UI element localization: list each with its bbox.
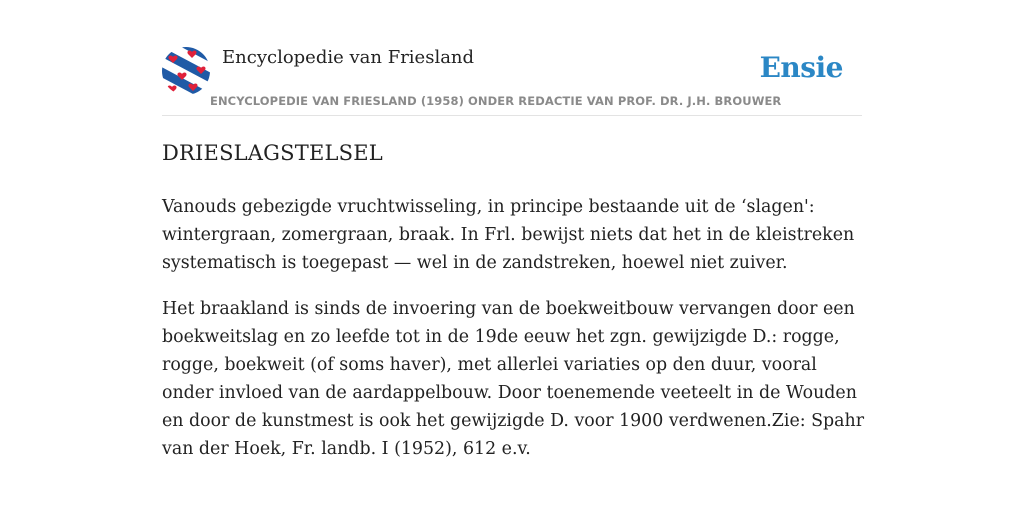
entry-title: DRIESLAGSTELSEL xyxy=(162,141,383,165)
frisian-flag-icon[interactable] xyxy=(162,47,210,95)
entry-content xyxy=(162,193,872,481)
site-header xyxy=(162,44,862,116)
ensie-logo[interactable]: Ensie xyxy=(759,51,843,84)
site-title[interactable]: Encyclopedie van Friesland xyxy=(222,47,475,68)
source-subtitle: ENCYCLOPEDIE VAN FRIESLAND (1958) ONDER REDACTIE VAN PROF. DR. J.H. BROUWER xyxy=(210,94,782,108)
entry-paragraph: Het braakland is sinds de invoering van de boekweitbouw vervangen door een boekweitslag en zo leefde tot in de 19de eeuw het zgn. gewijzigde D.: rogge, rogge, boekweit (of soms haver), met allerlei variaties op den duur, vooral onder invloed van de aardappelbouw. Door toenemende veeteelt in de Wouden en door de kunstmest is ook het gewijzigde D. voor 1900 verdwenen.Zie: Spahr van der Hoek, Fr. landb. I (1952), 612 e.v. xyxy=(162,299,865,459)
header-divider xyxy=(162,115,862,116)
entry-paragraph: Vanouds gebezigde vruchtwisseling, in principe bestaande uit de ‘slagen': wintergraan, zomergraan, braak. In Frl. bewijst niets dat het in de kleistreken systematisch is toegepast — wel in de zandstreken, hoewel niet zuiver. xyxy=(162,197,855,273)
